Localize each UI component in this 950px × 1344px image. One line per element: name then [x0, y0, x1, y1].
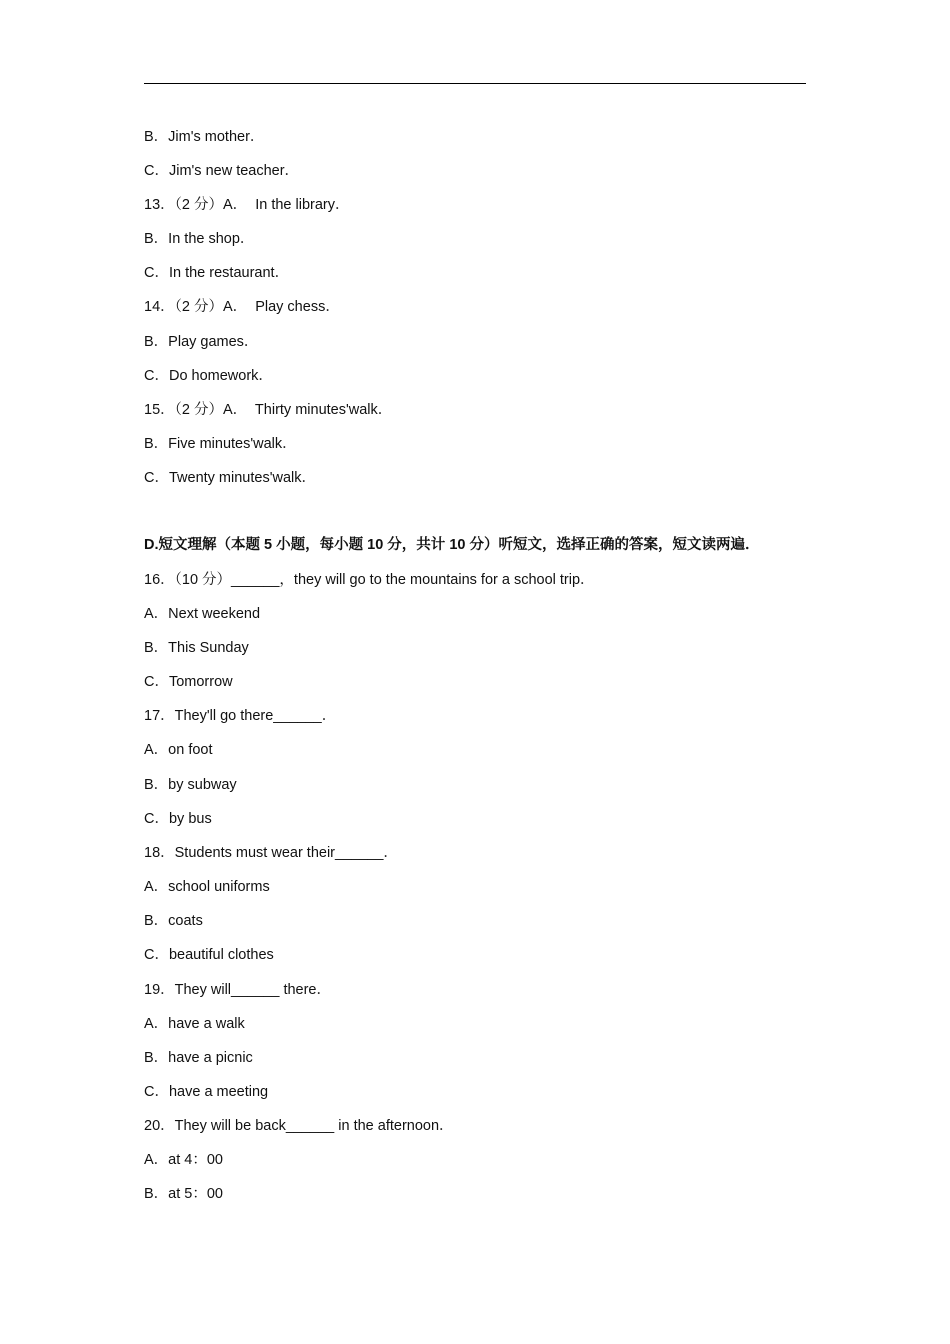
option-line: A．school uniforms: [144, 879, 270, 895]
question-line: 17．They'll go there______．: [144, 708, 337, 724]
question-line: 20．They will be back______ in the afternoon．: [144, 1118, 454, 1134]
option-line: C．In the restaurant．: [144, 265, 290, 281]
question-line: 18．Students must wear their______．: [144, 845, 398, 861]
option-line: B．In the shop．: [144, 231, 255, 247]
option-line: A．have a walk: [144, 1016, 245, 1032]
option-line: C．by bus: [144, 811, 212, 827]
option-line: B．have a picnic: [144, 1050, 253, 1066]
section-heading: D.短文理解（本题 5 小题，每小题 10 分，共计 10 分）听短文，选择正确的答案，短文读两遍．: [144, 537, 760, 553]
option-line: B．at 5：00: [144, 1186, 223, 1202]
option-line: B．coats: [144, 913, 203, 929]
question-line: 16．（10 分）______，they will go to the mountains for a school trip．: [144, 572, 595, 588]
header-rule: [144, 83, 806, 84]
question-line: 15．（2 分）A． Thirty minutes'walk．: [144, 402, 393, 418]
question-line: 14．（2 分）A． Play chess．: [144, 299, 340, 315]
option-line: B．Jim's mother．: [144, 129, 265, 145]
question-line: 13．（2 分）A． In the library．: [144, 197, 350, 213]
option-line: C．beautiful clothes: [144, 947, 274, 963]
option-line: A．Next weekend: [144, 606, 261, 622]
option-line: C．Jim's new teacher．: [144, 163, 300, 179]
option-line: B．by subway: [144, 777, 237, 793]
option-line: A．at 4：00: [144, 1152, 223, 1168]
option-line: B．This Sunday: [144, 640, 249, 656]
question-line: 19．They will______ there．: [144, 982, 331, 998]
option-line: C．Tomorrow: [144, 674, 233, 690]
option-line: C．Do homework．: [144, 368, 273, 384]
option-line: C．have a meeting: [144, 1084, 269, 1100]
option-line: B．Play games．: [144, 334, 259, 350]
option-line: C．Twenty minutes'walk．: [144, 470, 316, 486]
option-line: B．Five minutes'walk．: [144, 436, 297, 452]
option-line: A．on foot: [144, 742, 213, 758]
